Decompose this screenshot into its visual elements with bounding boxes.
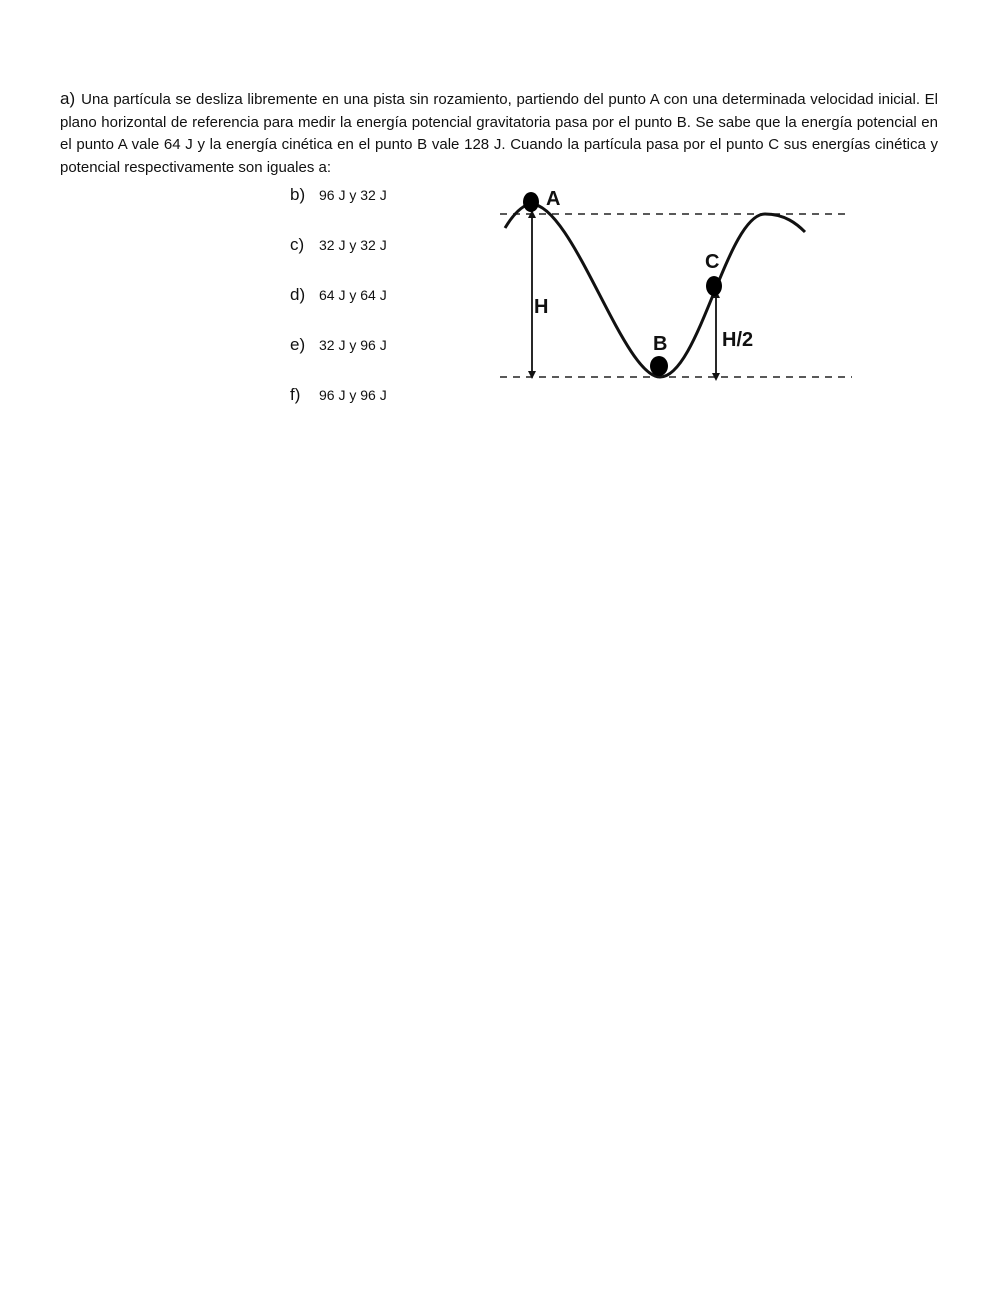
question-statement: Una partícula se desliza libremente en una pista sin rozamiento, partiendo del punto A con una determinada velocidad inicial. El plano horizontal de referencia para medir la energía potencial gravitatoria pasa por el punto B. Se sabe que la energía potencial en el punto A vale 64 J y la energía cinética en el punto B vale 128 J. Cuando la partícula pasa por el punto C sus energías cinética y potencial respectivamente son iguales a: (60, 91, 938, 176)
option-label: f) (290, 385, 301, 404)
answer-option-d[interactable] (290, 284, 387, 334)
question-text-block (60, 88, 938, 179)
option-text: 96 J y 32 J (319, 187, 387, 203)
option-text: 96 J y 96 J (319, 387, 387, 403)
point-b-label: B (653, 333, 668, 355)
answer-option-c[interactable] (290, 234, 387, 284)
option-label: e) (290, 335, 306, 354)
answer-options-list (290, 184, 387, 434)
half-height-label: H/2 (722, 329, 754, 351)
option-label: d) (290, 285, 306, 304)
answer-option-e[interactable] (290, 334, 387, 384)
point-b-dot (650, 356, 668, 376)
point-a-label: A (546, 188, 561, 210)
option-text: 32 J y 96 J (319, 337, 387, 353)
track-diagram (495, 180, 860, 390)
track-diagram-svg (495, 180, 860, 390)
point-c-label: C (705, 251, 720, 273)
question-label: a) (60, 89, 76, 108)
option-text: 32 J y 32 J (319, 237, 387, 253)
point-a-dot (523, 192, 539, 212)
height-label: H (534, 296, 549, 318)
answer-option-b[interactable] (290, 184, 387, 234)
point-c-dot (706, 276, 722, 296)
answer-option-f[interactable] (290, 384, 387, 434)
option-text: 64 J y 64 J (319, 287, 387, 303)
option-label: c) (290, 235, 305, 254)
option-label: b) (290, 185, 306, 204)
